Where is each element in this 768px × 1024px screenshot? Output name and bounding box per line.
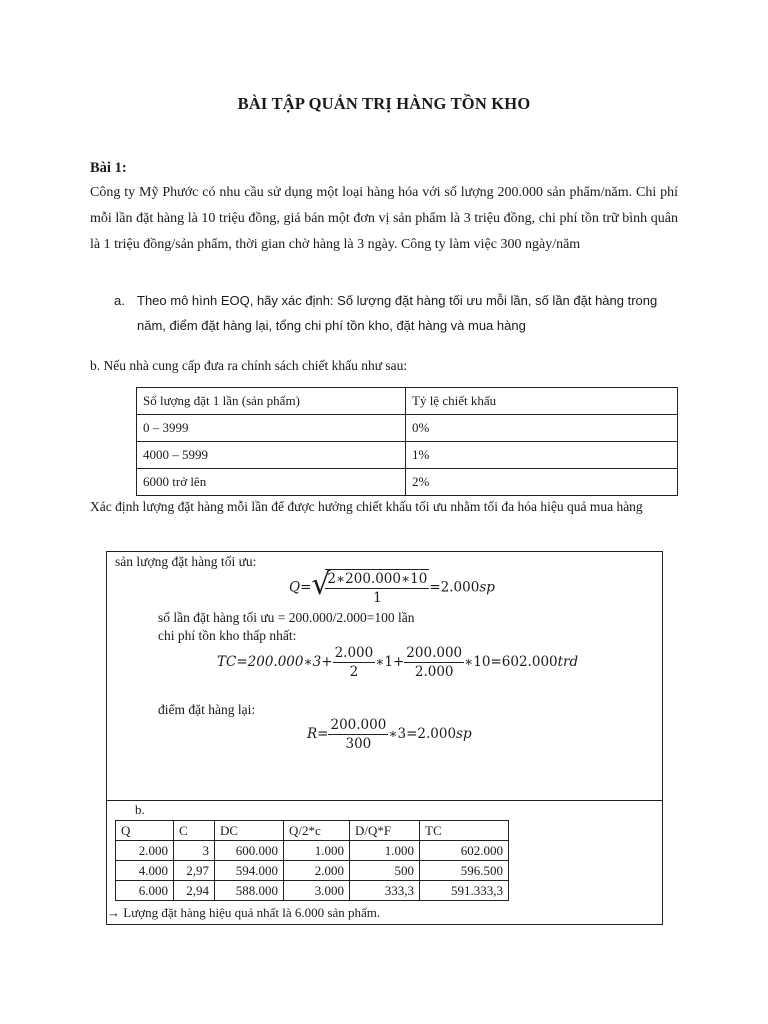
r-numerator: 200.000 bbox=[330, 717, 387, 733]
tc-lhs: TC=200.000∗3+ bbox=[217, 654, 333, 670]
r-lhs: R= bbox=[307, 726, 329, 742]
table-cell: 602.000 bbox=[420, 841, 509, 861]
exercise-intro: Công ty Mỹ Phước có nhu cầu sử dụng một loại hàng hóa với số lượng 200.000 sản phẩm/năm. Chi phí mỗi lần đặt hàng là 10 triệu đồng, giá bán một đơn vị sản phẩm là 3 triệu đồng, chi phí tồn trữ bình quân là 1 triệu đồng/sản phẩm, thời gian chờ hàng là 3 ngày. Công ty làm việc 300 ngày/năm bbox=[90, 185, 678, 252]
table-row bbox=[116, 841, 509, 861]
tc-fraction1-num: 2.000 bbox=[334, 645, 374, 661]
eoq-lhs: Q= bbox=[289, 579, 312, 596]
section-divider bbox=[107, 800, 662, 801]
table-header-row bbox=[116, 821, 509, 841]
table-cell: 596.500 bbox=[420, 861, 509, 881]
r-result: ∗3=2.000 bbox=[388, 726, 457, 742]
conclusion-text: Lượng đặt hàng hiệu quả nhất là 6.000 sản phẩm. bbox=[123, 905, 381, 920]
table-row bbox=[116, 881, 509, 901]
min-cost-label: chi phí tồn kho thấp nhất: bbox=[158, 628, 297, 643]
table-header-cell: Q/2*c bbox=[284, 821, 350, 841]
table-row bbox=[137, 469, 678, 496]
part-b-question: Xác định lượng đặt hàng mỗi lần để được hưởng chiết khấu tối ưu nhằm tối đa hóa hiệu quả mua hàng bbox=[90, 499, 643, 514]
table-cell: 4000 – 5999 bbox=[137, 442, 406, 469]
table-cell: 1.000 bbox=[350, 841, 420, 861]
r-denominator: 300 bbox=[345, 736, 372, 752]
table-cell: 594.000 bbox=[215, 861, 284, 881]
table-cell: 1.000 bbox=[284, 841, 350, 861]
table-cell: 2.000 bbox=[116, 841, 174, 861]
table-cell: 3.000 bbox=[284, 881, 350, 901]
table-header-cell: TC bbox=[420, 821, 509, 841]
eoq-label: sản lượng đặt hàng tối ưu: bbox=[115, 554, 257, 569]
eoq-denominator: 1 bbox=[373, 590, 382, 606]
document-title: BÀI TẬP QUẢN TRỊ HÀNG TỒN KHO bbox=[237, 94, 531, 113]
table-cell: 2,97 bbox=[174, 861, 215, 881]
table-cell: 2,94 bbox=[174, 881, 215, 901]
sqrt-symbol: √ $\frac{2∗200.000∗10}{1}$ bbox=[311, 567, 428, 606]
table-cell: 0% bbox=[406, 415, 678, 442]
calculation-table bbox=[115, 820, 509, 901]
table-cell: 0 – 3999 bbox=[137, 415, 406, 442]
tc-result: ∗10=602.000 bbox=[464, 654, 558, 670]
table-header-cell: Số lượng đặt 1 lần (sản phẩm) bbox=[137, 388, 406, 415]
eoq-unit: sp bbox=[479, 579, 495, 596]
reorder-label: điểm đặt hàng lại: bbox=[158, 702, 256, 717]
table-cell: 6000 trở lên bbox=[137, 469, 406, 496]
tc-middle: ∗1+ bbox=[375, 654, 405, 670]
eoq-formula bbox=[289, 569, 495, 607]
table-row bbox=[116, 861, 509, 881]
table-cell: 588.000 bbox=[215, 881, 284, 901]
table-row bbox=[137, 442, 678, 469]
orders-line: số lần đặt hàng tối ưu = 200.000/2.000=100 lần bbox=[158, 610, 415, 625]
part-a-marker: a. bbox=[114, 293, 125, 308]
tc-fraction2-num: 200.000 bbox=[406, 645, 463, 661]
reorder-formula bbox=[307, 716, 472, 753]
table-header-cell: D/Q*F bbox=[350, 821, 420, 841]
table-row bbox=[137, 415, 678, 442]
tc-unit: trd bbox=[557, 654, 579, 670]
part-a-text: Theo mô hình EOQ, hãy xác định: Số lượng đặt hàng tối ưu mỗi lần, số lần đặt hàng trong năm, điểm đặt hàng lại, tổng chi phí tồn kho, đặt hàng và mua hàng bbox=[137, 293, 658, 333]
table-cell: 2.000 bbox=[284, 861, 350, 881]
table-cell: 2% bbox=[406, 469, 678, 496]
table-cell: 6.000 bbox=[116, 881, 174, 901]
table-header-cell: Tỷ lệ chiết khấu bbox=[406, 388, 678, 415]
total-cost-formula bbox=[217, 644, 578, 681]
arrow-right-icon: → bbox=[107, 905, 120, 920]
discount-table bbox=[136, 387, 678, 496]
table-cell: 600.000 bbox=[215, 841, 284, 861]
table-cell: 3 bbox=[174, 841, 215, 861]
part-b-text: b. Nếu nhà cung cấp đưa ra chính sách chiết khấu như sau: bbox=[90, 358, 408, 373]
solution-box bbox=[106, 551, 663, 925]
table-cell: 1% bbox=[406, 442, 678, 469]
table-cell: 333,3 bbox=[350, 881, 420, 901]
table-header-cell: C bbox=[174, 821, 215, 841]
table-header-row bbox=[137, 388, 678, 415]
part-b-label: b. bbox=[135, 802, 145, 817]
table-header-cell: DC bbox=[215, 821, 284, 841]
conclusion-line bbox=[107, 905, 380, 921]
table-cell: 4.000 bbox=[116, 861, 174, 881]
tc-fraction2-den: 2.000 bbox=[414, 664, 454, 680]
part-a-item bbox=[114, 288, 674, 338]
table-cell: 500 bbox=[350, 861, 420, 881]
eoq-numerator: 2∗200.000∗10 bbox=[327, 571, 428, 587]
exercise-heading: Bài 1: bbox=[90, 160, 127, 176]
eoq-result: =2.000 bbox=[429, 579, 480, 596]
r-unit: sp bbox=[456, 726, 472, 742]
table-cell: 591.333,3 bbox=[420, 881, 509, 901]
tc-fraction1-den: 2 bbox=[349, 664, 359, 680]
table-header-cell: Q bbox=[116, 821, 174, 841]
